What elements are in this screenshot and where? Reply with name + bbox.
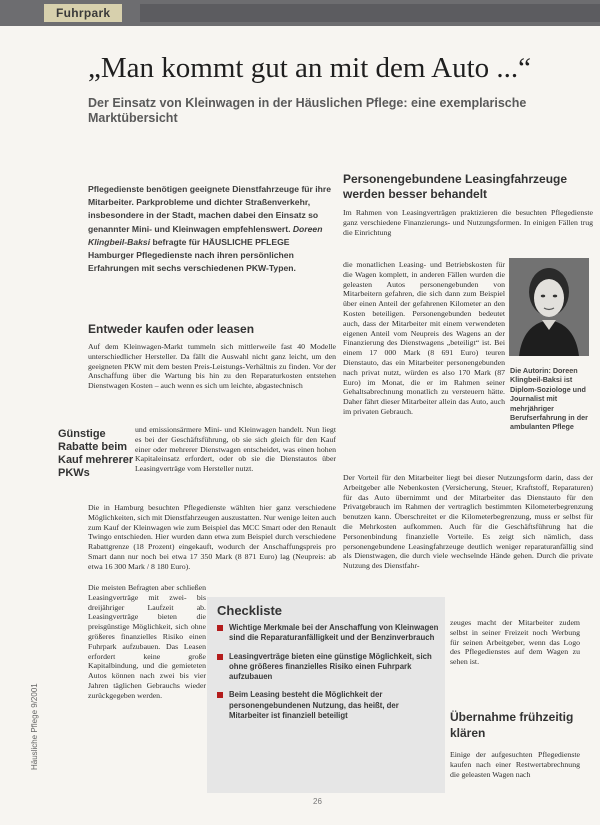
section-heading-uebernahme: Übernahme frühzeitig klären bbox=[450, 710, 574, 740]
body-paragraph: Auf dem Kleinwagen-Markt tummeln sich mittlerweile fast 40 Modelle unterschiedlicher Hersteller. Da fällt die Auswahl nicht ganz leicht, um den geeigneten PKW mit dem besten Preis-Leistungs-Verhältnis zu finden. Vor der Anschaffung über die Wartung bis hin zu den Reparaturkosten entstehen Dienstwagen Kosten – auch wenn es sich um leichte, abgastechnisch bbox=[88, 342, 336, 391]
checklist-item bbox=[217, 690, 439, 721]
body-paragraph: Einige der aufgesuchten Pflegedienste kaufen nach einer Restwertabrechnung die geleasten Wagen nach bbox=[450, 750, 580, 779]
lead-text-2: befragte für HÄUSLICHE PFLEGE Hamburger Pflegedienste nach ihren persönlichen Erfahrungen mit sechs verschiedenen PKW-Typen. bbox=[88, 236, 296, 274]
checklist-item-text: Wichtige Merkmale bei der Anschaffung von Kleinwagen sind die Reparaturanfälligkeit und der Benzinverbrauch bbox=[229, 623, 439, 643]
body-paragraph: Der Vorteil für den Mitarbeiter liegt bei dieser Nutzungsform darin, dass der Arbeitgeber alle Nebenkosten (Versicherung, Steuer, Kraftstoff, Reparaturen) für das Auto übernimmt und der Mitarbeiter das Dienstauto für den Privatgebrauch im Rahmen der vertraglich bestimmten Kilometerbegrenzung benutzen kann. Überschreitet er die Kilometerbegrenzung, muss er selbst für die Mehrkosten aufkommen. Auch für die Geschäftsführung hat die Personenbindung finanzielle Vorteile. Es zeigt sich nämlich, dass personengebundene Leasingfahrzeuge deutlich weniger reparaturanfällig sind als Dienstwagen, die durch viele wechselnde Hände gehen. Durch die private Nutzung des Dienstfahr- bbox=[343, 473, 593, 571]
checklist-item bbox=[217, 623, 439, 644]
checklist-items bbox=[217, 623, 439, 729]
author-photo bbox=[509, 258, 589, 356]
pull-quote: Günstige Rabatte beim Kauf mehrerer PKWs bbox=[58, 428, 134, 479]
checklist-title: Checkliste bbox=[217, 603, 283, 618]
body-paragraph: Im Rahmen von Leasingverträgen praktizieren die besuchten Pflegedienste ganz verschiedene Finanzierungs- und Nutzungsformen. In einigen Fällen trug die Einrichtung bbox=[343, 208, 593, 237]
page-number: 26 bbox=[313, 797, 322, 806]
checklist-item-text: Leasingverträge bieten eine günstige Möglichkeit, sich ohne größeres finanzielles Risiko einen Fuhrpark aufzubauen bbox=[229, 651, 432, 682]
publication-side-label: Häusliche Pflege 9/2001 bbox=[30, 683, 39, 770]
body-paragraph: und emissionsärmere Mini- und Kleinwagen handelt. Nun liegt es bei der Geschäftsführung, ob sie sich gleich für den Kauf einer oder mehrerer Dienstwagen entscheidet, was einen hohen Kapitaleinsatz erfordert, oder ob sie die Dienstautos über Leasingverträge vom Hersteller nutzt. bbox=[135, 425, 336, 474]
checklist-box bbox=[207, 597, 445, 793]
lead-author: Doreen Klingbeil-Baksi bbox=[88, 223, 323, 247]
body-paragraph: die monatlichen Leasing- und Betriebskosten für die Wagen komplett, in anderen Fällen wurden die geleasten Autos personengebunden von Mitarbeitern gefahren, die sich dann zum Beispiel über einen Anteil der gefahrenen Kilometer an den Kosten beteiligen. Personengebunden bedeutet auch, dass der Mitarbeiter mit einem verwendeten eigenen Anteil vom Neupreis des Wagens an der Finanzierung des Dienstwagens „beteiligt“ ist. Bei einem 17 000 Mark (8 691 Euro) teuren Dienstauto, das ein Mitarbeiter personengebunden nach privat nutzt, würden es also 170 Mark (87 Euro) im Monat, die er im Rahmen seiner Gehaltsabrechnung monatlich zu versteuern hätte. Daher fährt dieser Mitarbeiter allein das Auto, auch im privaten Gebrauch. bbox=[343, 260, 505, 416]
lead-text-1: Pflegedienste benötigen geeignete Dienstfahrzeuge für ihre Mitarbeiter. Parkprobleme und dichter Straßenverkehr, insbesondere in der Stadt, machen dabei den Einsatz so genannter Mini- und Kleinwagen empfehlenswert. bbox=[88, 184, 332, 234]
section-heading-kaufen: Entweder kaufen oder leasen bbox=[88, 322, 255, 336]
lead-paragraph bbox=[88, 183, 334, 275]
section-label: Fuhrpark bbox=[44, 4, 122, 22]
bullet-square-icon bbox=[217, 692, 223, 698]
bullet-square-icon bbox=[217, 654, 223, 660]
photo-caption: Die Autorin: Doreen Klingbeil-Baksi ist Diplom-Soziologe und Journalist mit mehrjähriger Berufserfahrung in der ambulanten Pflege bbox=[510, 366, 588, 432]
article-subtitle: Der Einsatz von Kleinwagen in der Häuslichen Pflege: eine exemplarische Marktübersicht bbox=[88, 96, 527, 125]
bullet-square-icon bbox=[217, 625, 223, 631]
body-paragraph: zeuges macht der Mitarbeiter zudem selbst in seiner Freizeit noch Werbung für seinen Arbeitgeber, wenn das Logo des Pflegedienstes auf dem Wagen zu sehen ist. bbox=[450, 618, 580, 667]
checklist-item bbox=[217, 652, 439, 683]
body-paragraph: Die in Hamburg besuchten Pflegedienste wählten hier ganz verschiedene Möglichkeiten, sich mit Dienstfahrzeugen auszustatten. Nur wenige leiten auch zum Kauf der Kleinwagen wie zum Beispiel das MCC Smart oder den Renault Twingo entschieden. Hier wurden dann etwa zum Beispiel durch verschiedene Rabattgrenze (18 Prozent) eingekauft, wodurch der Anschaffungspreis pro Smart dann nur noch bei etwa 17 350 Mark (8 871 Euro) lag (Neupreis: ab etwa 16 300 Mark / 8 180 Euro). bbox=[88, 503, 336, 571]
section-heading-leasing: Personengebundene Leasingfahrzeuge werden besser behandelt bbox=[343, 172, 568, 201]
top-bar bbox=[0, 0, 600, 26]
article-title: „Man kommt gut an mit dem Auto ...“ bbox=[88, 52, 532, 84]
author-portrait-image bbox=[509, 258, 589, 356]
top-bar-band bbox=[140, 4, 600, 22]
checklist-item-text: Beim Leasing besteht die Möglichkeit der personengebundenen Nutzung, das heißt, der Mitarbeiter ist finanziell beteiligt bbox=[229, 690, 399, 721]
body-paragraph: Die meisten Befragten aber schließen Leasingverträge mit zwei- bis dreijähriger Laufzeit ab. Leasingverträge bieten die preisgünstige Möglichkeit, sich ohne größeres finanzielles Risiko einen Fuhrpark aufzubauen. Das Leasen erfordert keine große Kapitalbindung, und die gemieteten Autos können nach zwei bis vier Jahren täglichen Gebrauchs wieder zurückgegeben werden. bbox=[88, 583, 206, 700]
